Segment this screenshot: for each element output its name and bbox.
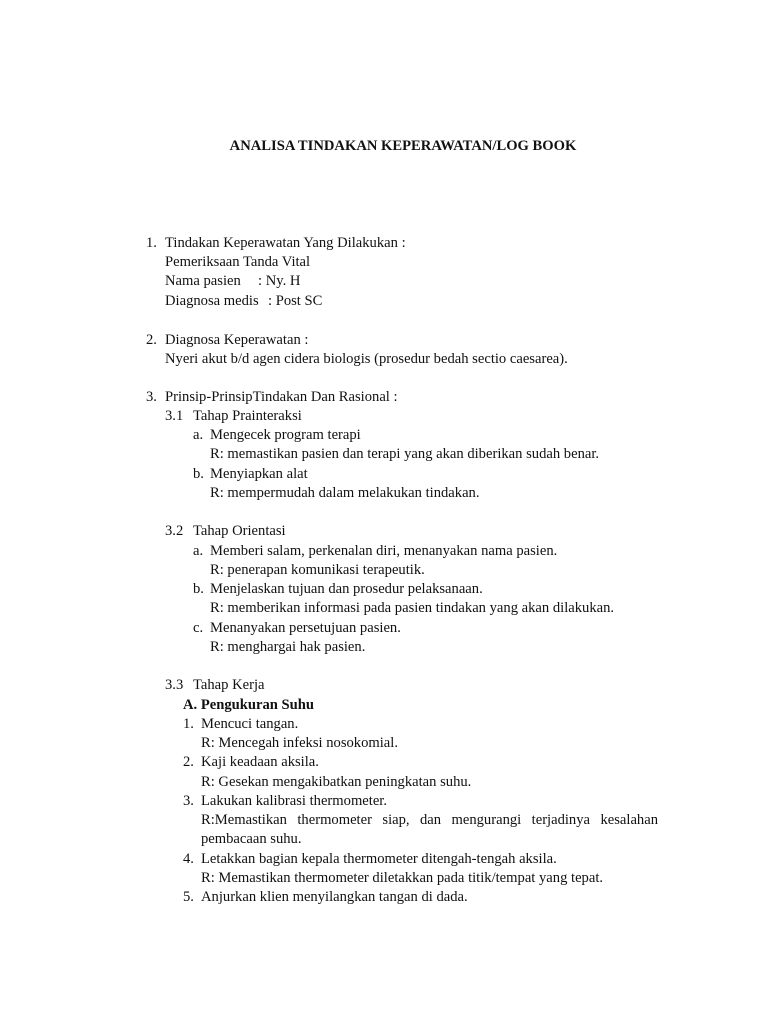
step-text: Mencuci tangan. bbox=[201, 716, 299, 732]
step-text: Kaji keadaan aksila. bbox=[201, 754, 319, 770]
step-number: 4. bbox=[183, 851, 194, 867]
step-number: 3. bbox=[183, 793, 194, 809]
list-item-letter: b. bbox=[193, 581, 204, 597]
subsection-3-2-number: 3.2 bbox=[165, 523, 184, 539]
subsection-3-2-title: Tahap Orientasi bbox=[193, 523, 286, 539]
list-item-letter: b. bbox=[193, 466, 204, 482]
step-text: Lakukan kalibrasi thermometer. bbox=[201, 793, 388, 809]
section-3-heading: Prinsip-PrinsipTindakan Dan Rasional : bbox=[165, 389, 398, 405]
list-item-rationale: R: penerapan komunikasi terapeutik. bbox=[210, 562, 425, 578]
list-item-text: Menjelaskan tujuan dan prosedur pelaksanaan. bbox=[210, 581, 483, 597]
patient-name-value: : Ny. H bbox=[258, 273, 301, 289]
step-rationale: R: Mencegah infeksi nosokomial. bbox=[201, 735, 398, 751]
list-item-rationale: R: menghargai hak pasien. bbox=[210, 639, 366, 655]
subsection-3-3-number: 3.3 bbox=[165, 677, 184, 693]
list-item-rationale: R: memastikan pasien dan terapi yang akan diberikan sudah benar. bbox=[210, 446, 600, 462]
list-item-letter: a. bbox=[193, 427, 204, 443]
step-text: Anjurkan klien menyilangkan tangan di dada. bbox=[201, 889, 468, 905]
list-item-letter: a. bbox=[193, 543, 204, 559]
subsection-3-3-title: Tahap Kerja bbox=[193, 677, 265, 693]
list-item-text: Menyiapkan alat bbox=[210, 466, 308, 482]
step-number: 5. bbox=[183, 889, 194, 905]
step-text: Letakkan bagian kepala thermometer ditengah-tengah aksila. bbox=[201, 851, 557, 867]
step-rationale-continued: pembacaan suhu. bbox=[201, 831, 302, 847]
list-item-letter: c. bbox=[193, 620, 204, 636]
step-rationale: R: Memastikan thermometer diletakkan pada titik/tempat yang tepat. bbox=[201, 870, 604, 886]
document-title: ANALISA TINDAKAN KEPERAWATAN/LOG BOOK bbox=[229, 138, 577, 154]
medical-diagnosis-label: Diagnosa medis bbox=[165, 293, 259, 309]
procedure-subheading: A. Pengukuran Suhu bbox=[183, 697, 314, 713]
section-3-number: 3. bbox=[146, 389, 157, 405]
subsection-3-1-title: Tahap Prainteraksi bbox=[193, 408, 302, 424]
list-item-rationale: R: memberikan informasi pada pasien tindakan yang akan dilakukan. bbox=[210, 600, 615, 616]
list-item-rationale: R: mempermudah dalam melakukan tindakan. bbox=[210, 485, 480, 501]
patient-name-label: Nama pasien bbox=[165, 273, 241, 289]
section-1-action: Pemeriksaan Tanda Vital bbox=[165, 254, 311, 270]
section-2-heading: Diagnosa Keperawatan : bbox=[165, 332, 309, 348]
section-1-number: 1. bbox=[146, 235, 157, 251]
list-item-text: Memberi salam, perkenalan diri, menanyakan nama pasien. bbox=[210, 543, 558, 559]
subsection-3-1-number: 3.1 bbox=[165, 408, 184, 424]
step-number: 1. bbox=[183, 716, 194, 732]
list-item-text: Mengecek program terapi bbox=[210, 427, 361, 443]
medical-diagnosis-value: : Post SC bbox=[268, 293, 323, 309]
list-item-text: Menanyakan persetujuan pasien. bbox=[210, 620, 401, 636]
step-number: 2. bbox=[183, 754, 194, 770]
section-2-number: 2. bbox=[146, 332, 157, 348]
step-rationale: R: Gesekan mengakibatkan peningkatan suhu. bbox=[201, 774, 472, 790]
section-1-heading: Tindakan Keperawatan Yang Dilakukan : bbox=[165, 235, 406, 251]
step-rationale: R:Memastikan thermometer siap, dan mengurangi terjadinya kesalahan bbox=[201, 812, 658, 828]
nursing-diagnosis-text: Nyeri akut b/d agen cidera biologis (prosedur bedah sectio caesarea). bbox=[165, 351, 568, 367]
